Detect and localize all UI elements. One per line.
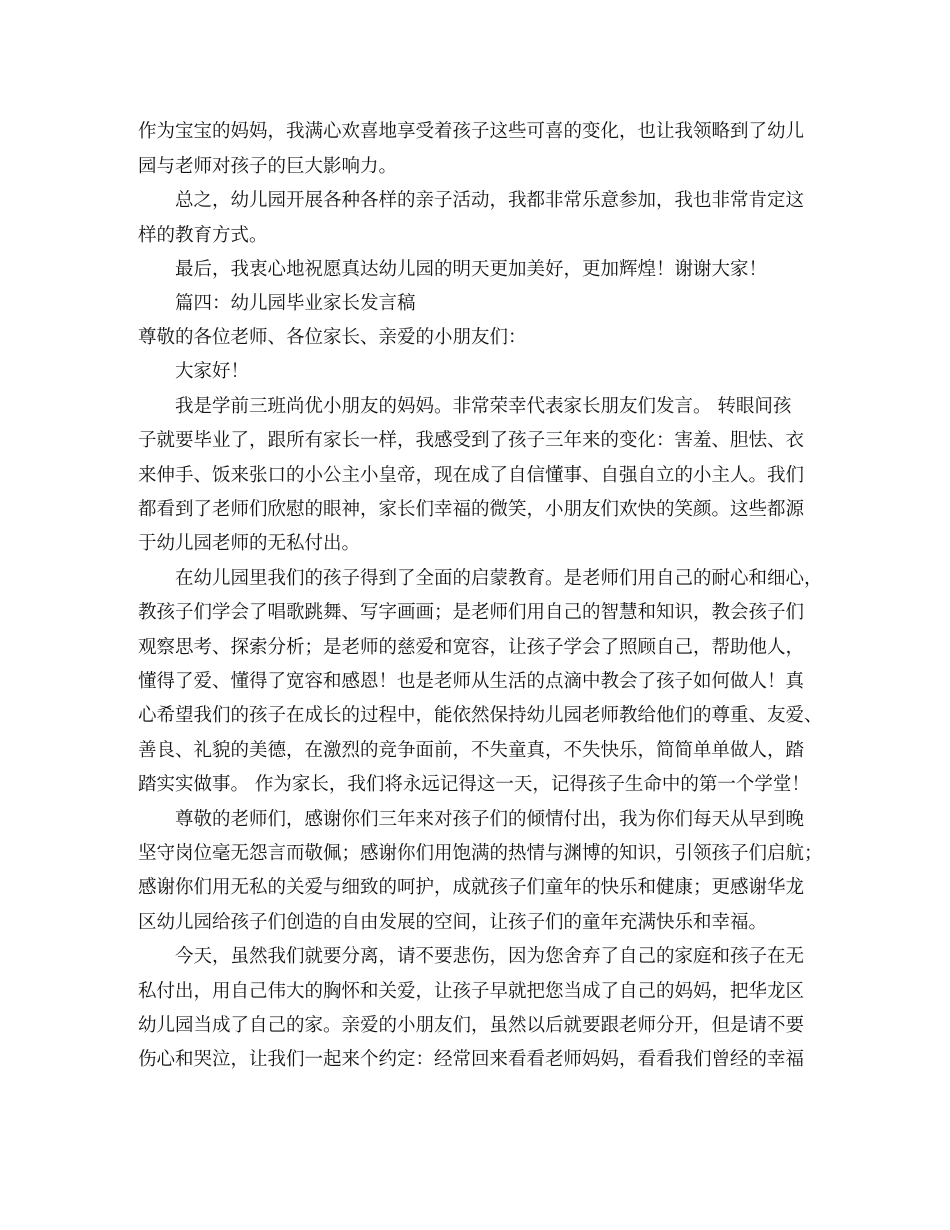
paragraph-line: 作为宝宝的妈妈，我满心欢喜地享受着孩子这些可喜的变化，也让我领略到了幼儿 — [138, 121, 805, 142]
paragraph-line: 子就要毕业了，跟所有家长一样，我感受到了孩子三年来的变化：害羞、胆怯、衣 — [138, 430, 805, 451]
section-heading: 篇四：幼儿园毕业家长发言稿 — [175, 293, 416, 314]
paragraph-line: 于幼儿园老师的无私付出。 — [138, 533, 361, 554]
paragraph-line: 尊敬的老师们，感谢你们三年来对孩子们的倾情付出，我为你们每天从早到晚 — [175, 809, 805, 830]
paragraph-line: 幼儿园当成了自己的家。亲爱的小朋友们，虽然以后就要跟老师分开，但是请不要 — [138, 1015, 805, 1036]
paragraph-line: 总之，幼儿园开展各种各样的亲子活动，我都非常乐意参加，我也非常肯定这 — [175, 190, 805, 211]
paragraph-line: 来伸手、饭来张口的小公主小皇帝，现在成了自信懂事、自强自立的小主人。我们 — [138, 465, 805, 486]
paragraph-line: 心希望我们的孩子在成长的过程中，能依然保持幼儿园老师教给他们的尊重、友爱、 — [138, 705, 823, 726]
paragraph-line: 善良、礼貌的美德，在激烈的竞争面前，不失童真，不失快乐，简简单单做人，踏 — [138, 740, 805, 761]
paragraph-line: 我是学前三班尚优小朋友的妈妈。非常荣幸代表家长朋友们发言。 转眼间孩 — [175, 396, 792, 417]
paragraph-line: 在幼儿园里我们的孩子得到了全面的启蒙教育。是老师们用自己的耐心和细心， — [175, 568, 823, 589]
paragraph-line: 今天，虽然我们就要分离，请不要悲伤，因为您舍弃了自己的家庭和孩子在无 — [175, 946, 805, 967]
paragraph-line: 最后，我衷心地祝愿真达幼儿园的明天更加美好，更加辉煌！谢谢大家！ — [175, 259, 768, 280]
paragraph-line: 踏实实做事。 作为家长，我们将永远记得这一天，记得孩子生命中的第一个学堂！ — [138, 774, 810, 795]
paragraph-line: 都看到了老师们欣慰的眼神，家长们幸福的微笑，小朋友们欢快的笑颜。这些都源 — [138, 499, 805, 520]
paragraph-line: 伤心和哭泣，让我们一起来个约定：经常回来看看老师妈妈，看看我们曾经的幸福 — [138, 1049, 805, 1070]
paragraph-line: 懂得了爱、懂得了宽容和感恩！也是老师从生活的点滴中教会了孩子如何做人！真 — [138, 671, 805, 692]
paragraph-line: 坚守岗位毫无怨言而敬佩；感谢你们用饱满的热情与渊博的知识，引领孩子们启航； — [138, 843, 823, 864]
paragraph-line: 样的教育方式。 — [138, 225, 268, 246]
paragraph-line: 观察思考、探索分析；是老师的慈爱和宽容，让孩子学会了照顾自己，帮助他人， — [138, 637, 805, 658]
paragraph-line: 园与老师对孩子的巨大影响力。 — [138, 156, 398, 177]
paragraph-line: 区幼儿园给孩子们创造的自由发展的空间，让孩子们的童年充满快乐和幸福。 — [138, 912, 768, 933]
paragraph-line: 私付出，用自己伟大的胸怀和关爱，让孩子早就把您当成了自己的妈妈，把华龙区 — [138, 981, 805, 1002]
salutation: 尊敬的各位老师、各位家长、亲爱的小朋友们： — [138, 327, 527, 348]
greeting: 大家好！ — [175, 361, 250, 382]
paragraph-line: 感谢你们用无私的关爱与细致的呵护，成就孩子们童年的快乐和健康；更感谢华龙 — [138, 877, 805, 898]
paragraph-line: 教孩子们学会了唱歌跳舞、写字画画；是老师们用自己的智慧和知识，教会孩子们 — [138, 602, 805, 623]
